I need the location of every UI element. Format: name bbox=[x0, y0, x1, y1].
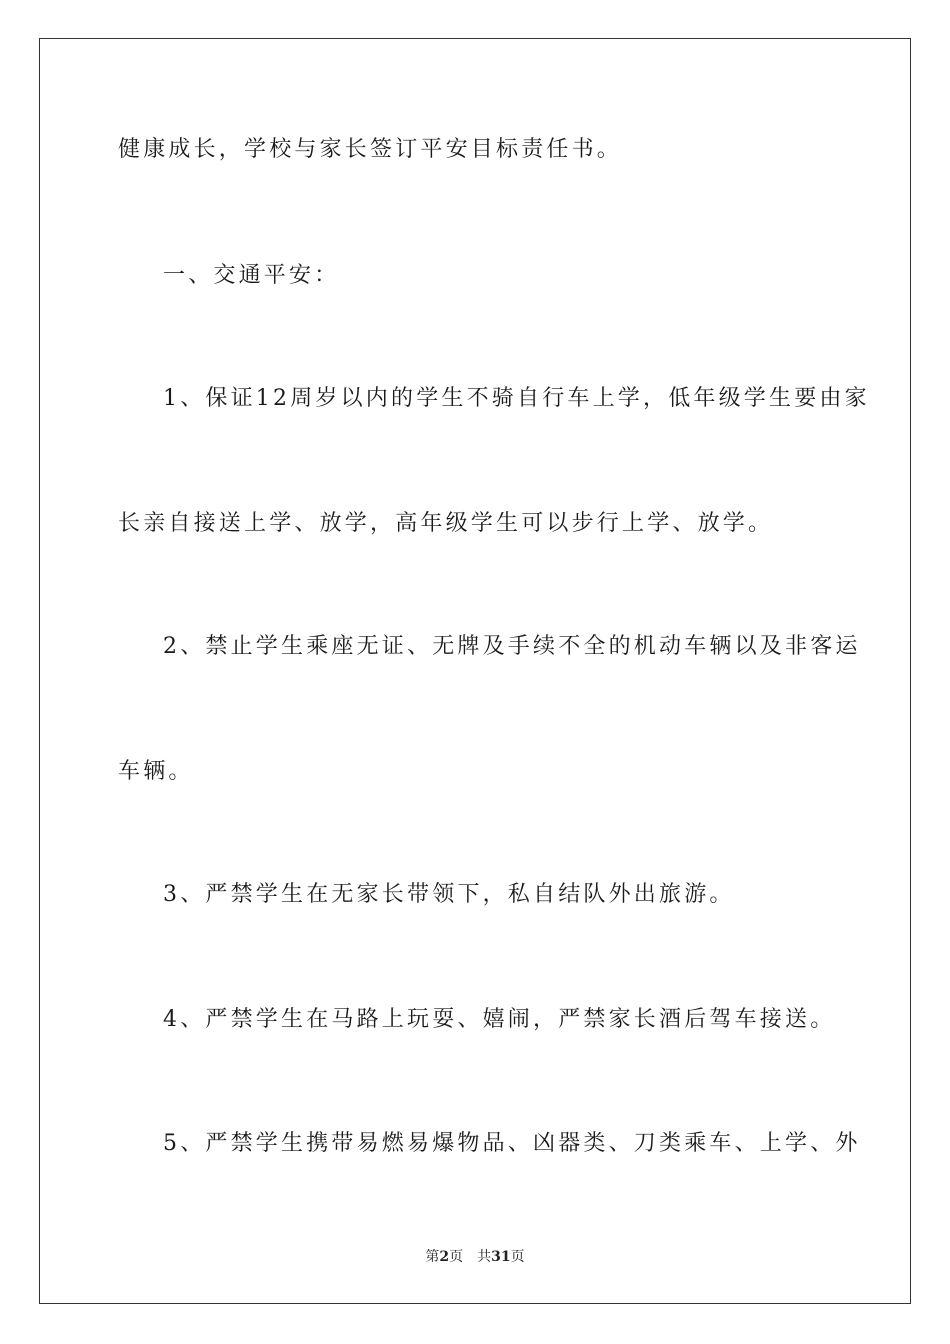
paragraph-line: 4、严禁学生在马路上玩耍、嬉闹，严禁家长酒后驾车接送。 bbox=[163, 1007, 836, 1032]
paragraph-line: 2、禁止学生乘座无证、无牌及手续不全的机动车辆以及非客运 bbox=[163, 634, 861, 659]
section-heading: 一、交通平安： bbox=[163, 263, 340, 288]
total-pages: 31 bbox=[491, 1249, 511, 1265]
page-suffix: 页 bbox=[449, 1249, 464, 1265]
paragraph-line: 长亲自接送上学、放学，高年级学生可以步行上学、放学。 bbox=[118, 511, 774, 536]
page-prefix: 第 bbox=[425, 1249, 440, 1265]
paragraph-line: 5、严禁学生携带易燃易爆物品、凶器类、刀类乘车、上学、外 bbox=[163, 1131, 861, 1156]
page-border bbox=[39, 38, 911, 1304]
page-footer bbox=[0, 1246, 950, 1266]
paragraph-line: 1、保证12周岁以内的学生不骑自行车上学，低年级学生要由家 bbox=[163, 386, 870, 411]
total-prefix: 共 bbox=[477, 1249, 492, 1265]
total-suffix: 页 bbox=[510, 1249, 525, 1265]
paragraph-line: 车辆。 bbox=[118, 759, 194, 784]
page-number: 2 bbox=[439, 1249, 450, 1265]
paragraph-line: 健康成长，学校与家长签订平安目标责任书。 bbox=[118, 137, 623, 162]
paragraph-line: 3、严禁学生在无家长带领下，私自结队外出旅游。 bbox=[163, 882, 735, 907]
